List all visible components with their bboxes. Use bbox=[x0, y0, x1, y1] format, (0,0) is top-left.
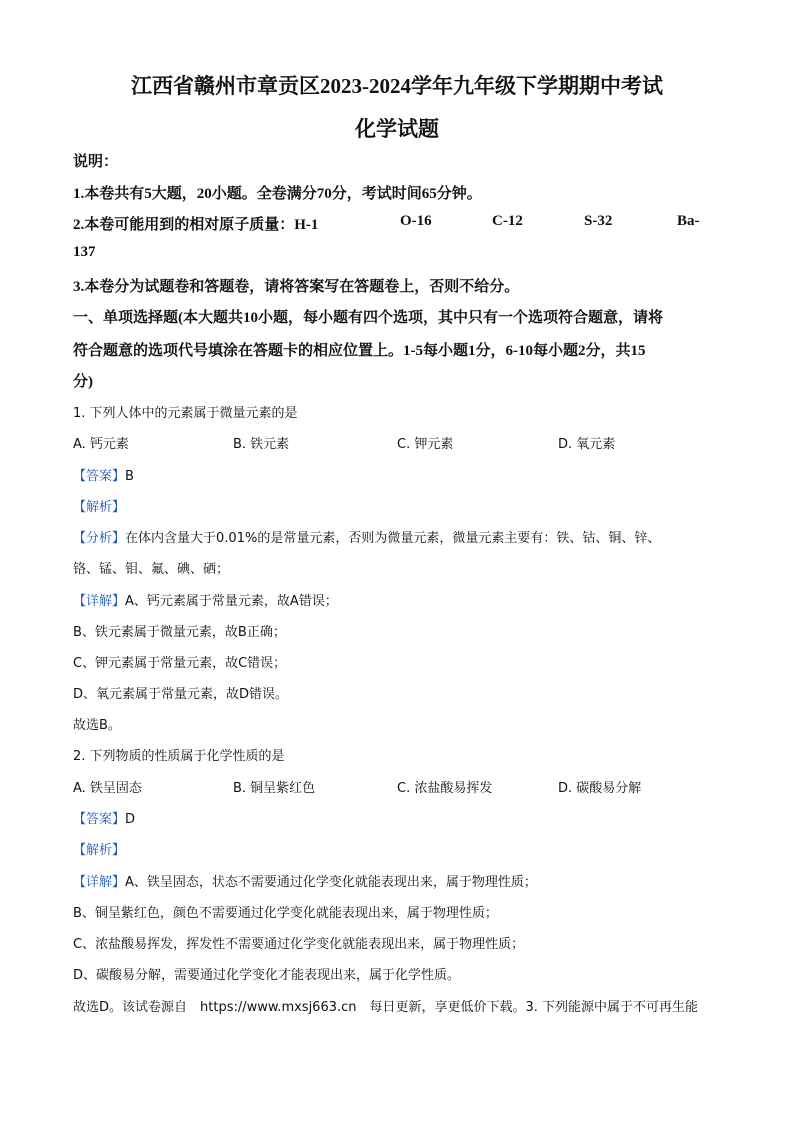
answer-value: B bbox=[125, 469, 134, 484]
question-2-option-d: D. 碳酸易分解 bbox=[558, 781, 642, 796]
atomic-mass-ba: Ba- bbox=[677, 213, 700, 229]
question-2-detail-d: D、碳酸易分解，需要通过化学变化才能表现出来，属于化学性质。 bbox=[73, 968, 461, 983]
atomic-mass-s: S-32 bbox=[584, 213, 613, 229]
page-subtitle: 化学试题 bbox=[355, 117, 439, 141]
detail-tag: 【详解】 bbox=[73, 875, 126, 890]
question-2-detail-a bbox=[73, 871, 537, 890]
question-1-conclusion: 故选B。 bbox=[73, 718, 121, 733]
instructions-heading: 说明： bbox=[73, 154, 119, 170]
question-1-option-c: C. 钾元素 bbox=[397, 437, 454, 452]
question-1-analysis-tag: 【解析】 bbox=[73, 500, 126, 515]
question-1-option-a: A. 钙元素 bbox=[73, 437, 129, 452]
instruction-item-1: 1.本卷共有5大题，20小题。全卷满分70分，考试时间65分钟。 bbox=[73, 186, 482, 202]
instruction-item-3: 3.本卷分为试题卷和答题卷，请将答案写在答题卷上，否则不给分。 bbox=[73, 279, 520, 295]
question-1-fenxi-line-2: 铬、锰、钼、氟、碘、硒； bbox=[73, 562, 230, 577]
answer-tag: 【答案】 bbox=[73, 812, 126, 827]
question-1-fenxi-line-1 bbox=[73, 527, 660, 546]
question-2-detail-b: B、铜呈紫红色，颜色不需要通过化学变化就能表现出来，属于物理性质； bbox=[73, 906, 498, 921]
detail-text: A、钙元素属于常量元素，故A错误； bbox=[125, 594, 338, 609]
detail-tag: 【详解】 bbox=[73, 594, 126, 609]
question-2-analysis-tag: 【解析】 bbox=[73, 843, 126, 858]
question-2-option-a: A. 铁呈固态 bbox=[73, 781, 142, 796]
instruction-item-2-continued: 137 bbox=[73, 244, 96, 260]
answer-tag: 【答案】 bbox=[73, 469, 126, 484]
atomic-mass-o: O-16 bbox=[400, 213, 432, 229]
instruction-item-2: 2.本卷可能用到的相对原子质量：H-1 bbox=[73, 217, 319, 233]
question-1-option-b: B. 铁元素 bbox=[233, 437, 290, 452]
question-1-detail-b: B、铁元素属于微量元素，故B正确； bbox=[73, 625, 286, 640]
detail-text: A、铁呈固态，状态不需要通过化学变化就能表现出来，属于物理性质； bbox=[125, 875, 537, 890]
fenxi-tag: 【分析】 bbox=[73, 531, 126, 546]
question-1-option-d: D. 氧元素 bbox=[558, 437, 616, 452]
atomic-mass-c: C-12 bbox=[492, 213, 523, 229]
question-1-answer bbox=[73, 465, 134, 484]
question-1-detail-d: D、氧元素属于常量元素，故D错误。 bbox=[73, 687, 289, 702]
section-1-heading-line-1: 一、单项选择题(本大题共10小题，每小题有四个选项，其中只有一个选项符合题意，请将 bbox=[73, 310, 663, 326]
section-1-heading-line-3: 分) bbox=[73, 374, 93, 390]
question-2-detail-c: C、浓盐酸易挥发，挥发性不需要通过化学变化就能表现出来，属于物理性质； bbox=[73, 937, 525, 952]
question-1-detail-c: C、钾元素属于常量元素，故C错误； bbox=[73, 656, 287, 671]
question-2-stem: 2. 下列物质的性质属于化学性质的是 bbox=[73, 749, 285, 764]
question-2-option-c: C. 浓盐酸易挥发 bbox=[397, 781, 493, 796]
question-1-detail-a bbox=[73, 590, 338, 609]
question-2-answer bbox=[73, 808, 135, 827]
question-2-option-b: B. 铜呈紫红色 bbox=[233, 781, 316, 796]
section-1-heading-line-2: 符合题意的选项代号填涂在答题卡的相应位置上。1-5每小题1分，6-10每小题2分，共15 bbox=[73, 343, 646, 359]
question-1-stem: 1. 下列人体中的元素属于微量元素的是 bbox=[73, 406, 298, 421]
page-title: 江西省赣州市章贡区2023-2024学年九年级下学期期中考试 bbox=[131, 74, 663, 98]
fenxi-text: 在体内含量大于0.01%的是常量元素，否则为微量元素，微量元素主要有：铁、钴、铜、锌、 bbox=[125, 531, 661, 546]
answer-value: D bbox=[125, 812, 136, 827]
question-2-conclusion: 故选D。该试卷源自 https://www.mxsj663.cn 每日更新，享更低价下载。3. 下列能源中属于不可再生能 bbox=[73, 1000, 699, 1015]
